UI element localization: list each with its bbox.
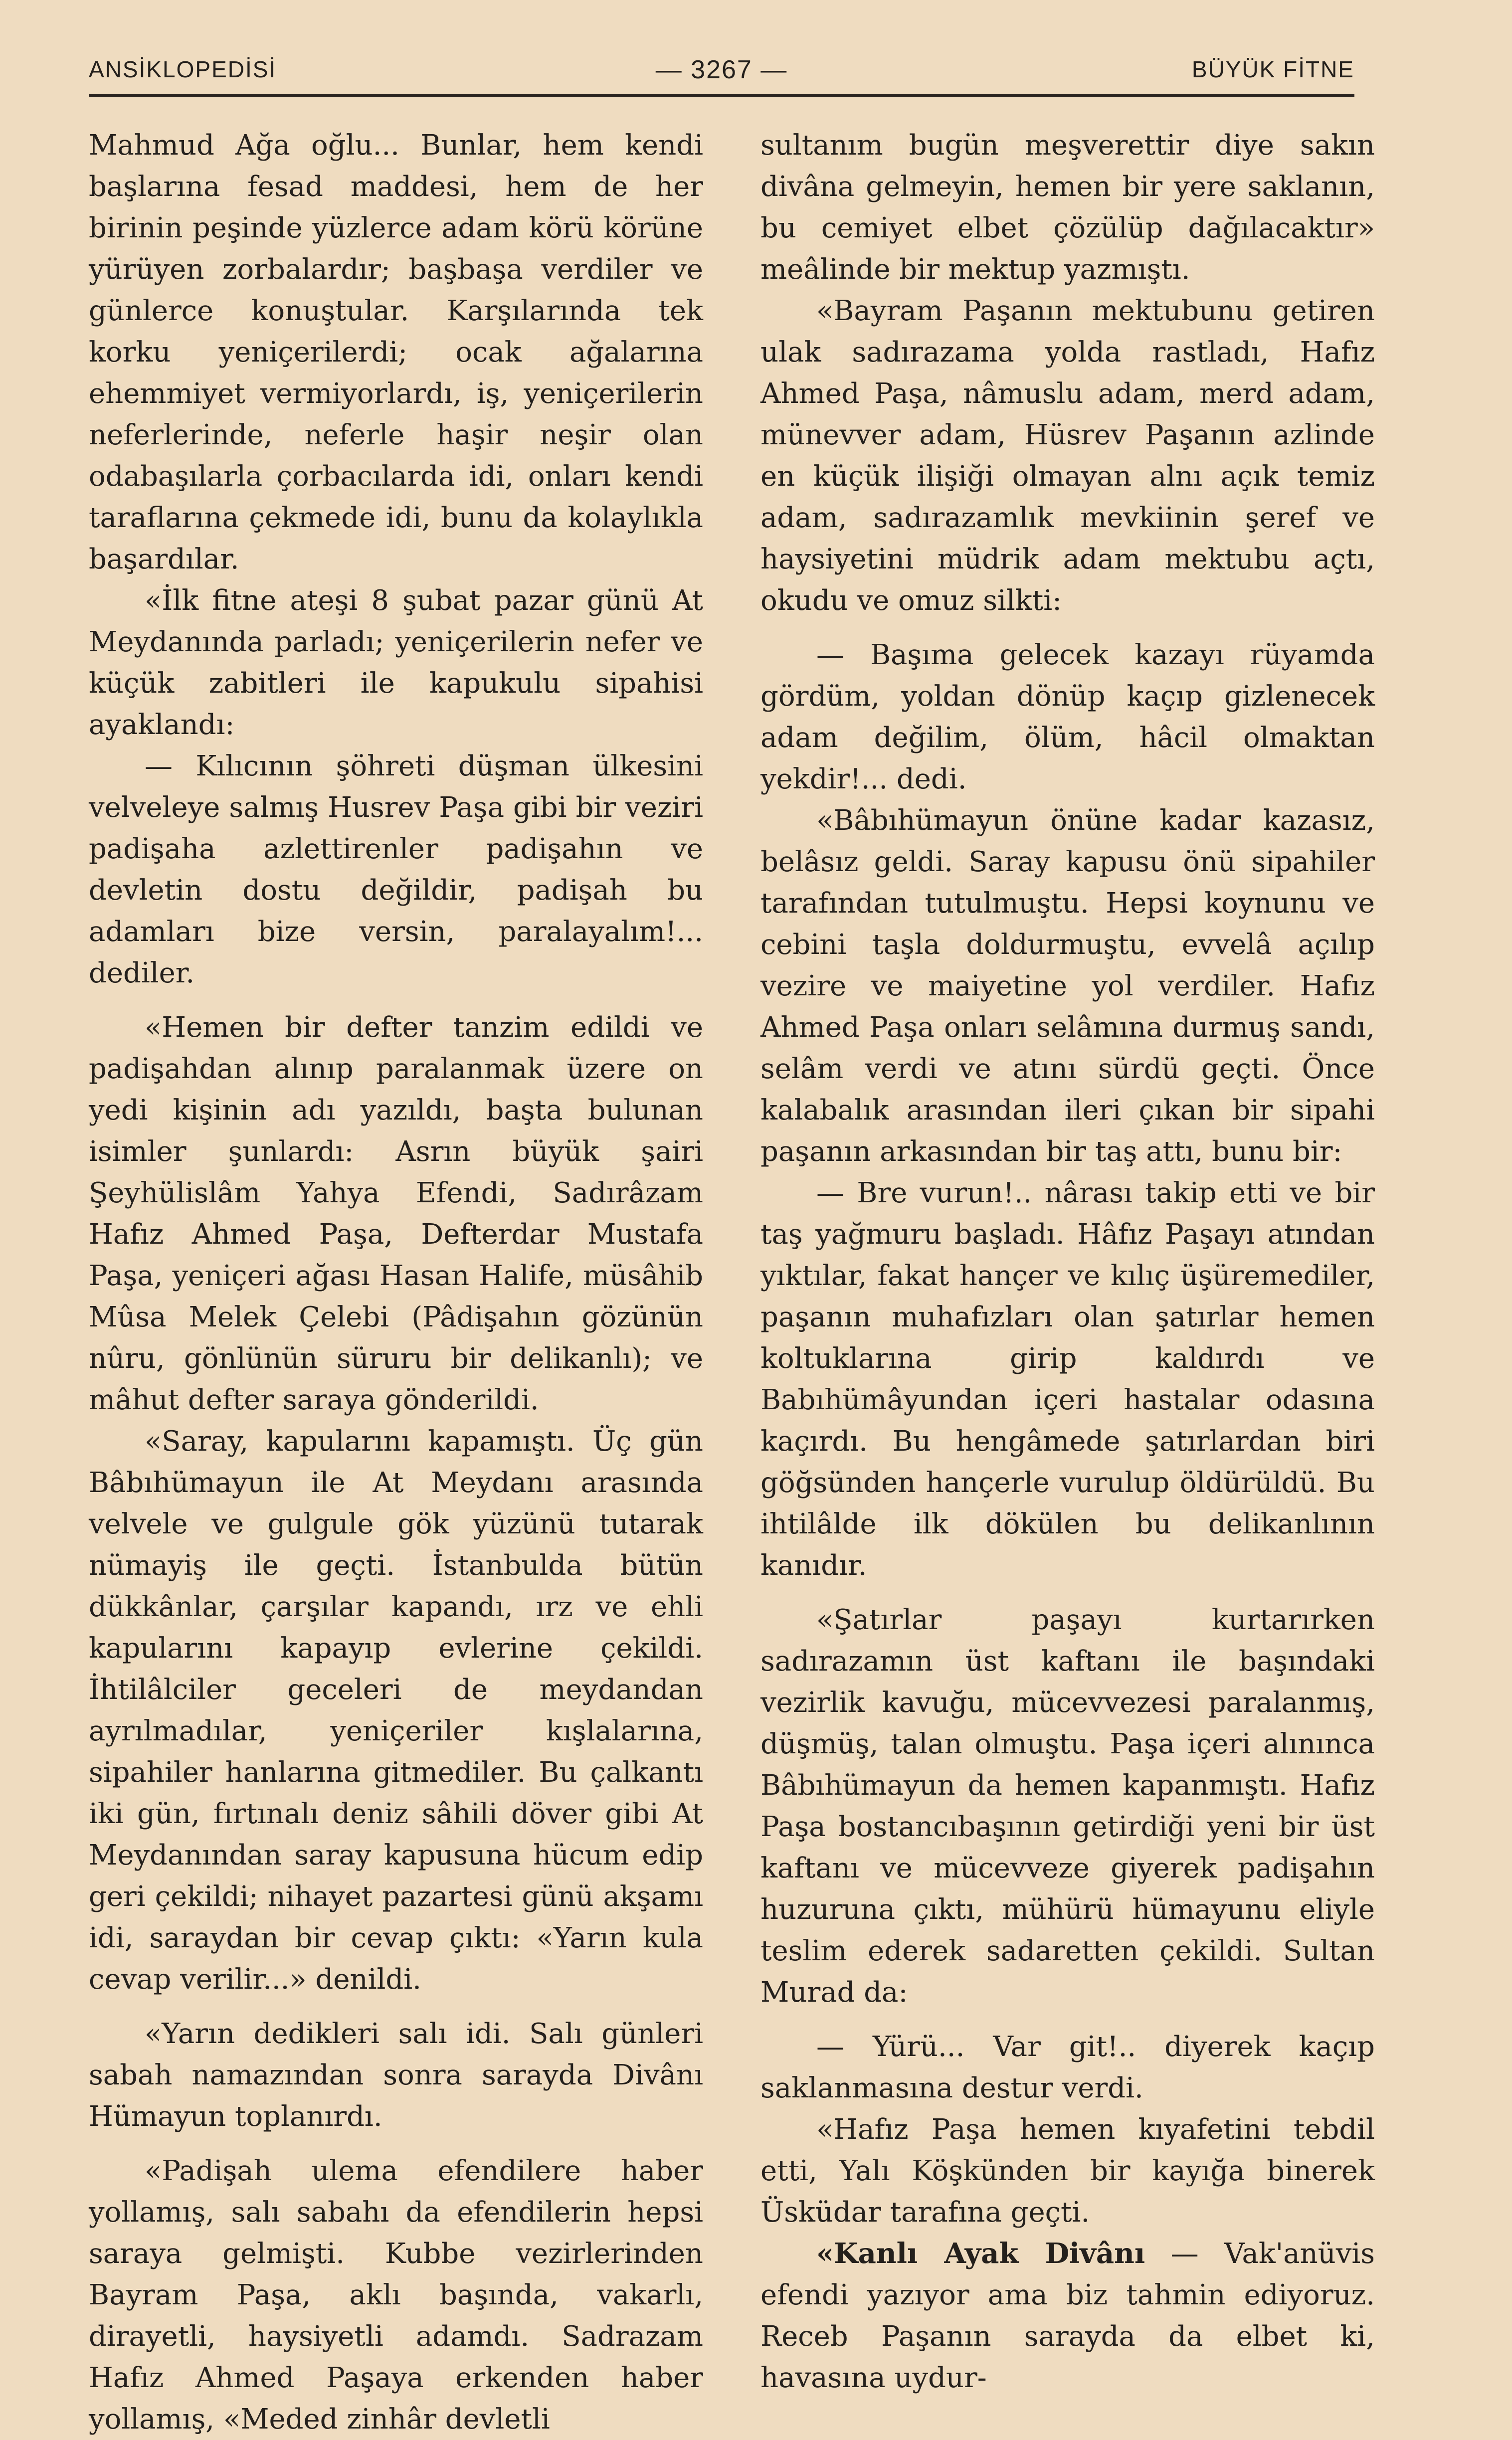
header-right-title: BÜYÜK FİTNE <box>1191 56 1354 82</box>
paragraph: «İlk fitne ateşi 8 şubat pazar günü At Meydanında parladı; yeniçerilerin nefer ve küçük zabitleri ile kapukulu sipahisi ayaklandı: <box>89 584 703 741</box>
paragraph: — Başıma gelecek kazayı rüyamda gördüm, yoldan dönüp kaçıp gizlenecek adam değilim, ölüm, hâcil olmaktan yekdir!... dedi. <box>760 639 1375 795</box>
paragraph: — Kılıcının şöhreti düşman ülkesini velveleye salmış Husrev Paşa gibi bir veziri padişaha azlettirenler padişahın ve devletin dostu değildir, padişah bu adamları bize versin, paralayalım!... dediler. <box>89 750 703 989</box>
paragraph: «Padişah ulema efendilere haber yollamış, salı sabahı da efendilerin hepsi saraya gelmişti. Kubbe vezirlerinden Bayram Paşa, aklı başında, vakarlı, dirayetli, haysiyetli adamdı. Sadrazam Hafız Ahmed Paşaya erkenden haber yollamış, «Meded zinhâr devletli <box>89 2155 703 2436</box>
section-heading: «Kanlı Ayak Divânı <box>816 2237 1145 2270</box>
paragraph <box>760 2233 1375 2399</box>
paragraph-text: — Vak'anüvis efendi yazıyor ama biz tahmin ediyoruz. Receb Paşanın sarayda da elbet ki, havasına uydur- <box>760 2238 1375 2394</box>
paragraph: «Bâbıhümayun önüne kadar kazasız, belâsız geldi. Saray kapusu önü sipahiler tarafından tutulmuştu. Hepsi koynunu ve cebini taşla doldurmuştu, evvelâ açılıp vezire ve maiyetine yol verdiler. Hafız Ahmed Paşa onları selâmına durmuş sandı, selâm verdi ve atını sürdü geçti. Önce kalabalık arasından ileri çıkan bir sipahi paşanın arkasından bir taş attı, bunu bir: <box>760 804 1375 1168</box>
paragraph: — Bre vurun!.. nârası takip etti ve bir taş yağmuru başladı. Hâfız Paşayı atından yıktılar, fakat hançer ve kılıç üşüremediler, paşanın muhafızları olan şatırlar hemen koltuklarına girip kaldırdı ve Babıhümâyundan içeri hastalar odasına kaçırdı. Bu hengâmede şatırlardan biri göğsünden hançerle vurulup öldürüldü. Bu ihtilâlde ilk dökülen bu delikanlının kanıdır. <box>760 1177 1375 1582</box>
paragraph: Mahmud Ağa oğlu... Bunlar, hem kendi başlarına fesad maddesi, hem de her birinin peşinde yüzlerce adam körü körüne yürüyen zorbalardır; başbaşa verdiler ve günlerce konuştular. Karşılarında tek korku yeniçerilerdi; ocak ağalarına ehemmiyet vermiyorlardı, iş, yeniçerilerin neferlerinde, neferle haşir neşir olan odabaşılarla çorbacılarda idi, onları kendi taraflarına çekmede idi, bunu da kolaylıkla başardılar. <box>89 129 703 575</box>
paragraph: «Şatırlar paşayı kurtarırken sadırazamın üst kaftanı ile başındaki vezirlik kavuğu, mücevvezesi paralanmış, düşmüş, talan olmuştu. Paşa içeri alınınca Bâbıhümayun da hemen kapanmıştı. Hafız Paşa bostancıbaşının getirdiği yeni bir üst kaftanı ve mücevveze giyerek padişahın huzuruna çıktı, mühürü hümayunu eliyle teslim ederek sadaretten çekildi. Sultan Murad da: <box>760 1604 1375 2009</box>
paragraph: sultanım bugün meşverettir diye sakın divâna gelmeyin, hemen bir yere saklanın, bu cemiyet elbet çözülüp dağılacaktır» meâlinde bir mektup yazmıştı. <box>760 129 1375 286</box>
header-left-title: ANSİKLOPEDİSİ <box>89 56 277 82</box>
header-rule <box>89 94 1354 97</box>
page-header <box>89 50 1354 95</box>
page-number: — 3267 — <box>655 55 788 84</box>
left-column <box>89 125 703 2440</box>
paragraph: «Bayram Paşanın mektubunu getiren ulak sadırazama yolda rastladı, Hafız Ahmed Paşa, nâmuslu adam, merd adam, münevver adam, Hüsrev Paşanın azlinde en küçük ilişiği olmayan alnı açık temiz adam, sadırazamlık mevkiinin şeref ve haysiyetini müdrik adam mektubu açtı, okudu ve omuz silkti: <box>760 295 1375 617</box>
paragraph: «Hafız Paşa hemen kıyafetini tebdil etti, Yalı Köşkünden bir kayığa binerek Üsküdar tarafına geçti. <box>760 2113 1375 2229</box>
paragraph: «Saray, kapularını kapamıştı. Üç gün Bâbıhümayun ile At Meydanı arasında velvele ve gulgule gök yüzünü tutarak nümayiş ile geçti. İstanbulda bütün dükkânlar, çarşılar kapandı, ırz ve ehli kapularını kapayıp evlerine çekildi. İhtilâlciler geceleri de meydandan ayrılmadılar, yeniçeriler kışlalarına, sipahiler hanlarına gitmediler. Bu çalkantı iki gün, fırtınalı deniz sâhili döver gibi At Meydanından saray kapusuna hücum edip geri çekildi; nihayet pazartesi günü akşamı idi, saraydan bir cevap çıktı: «Yarın kula cevap verilir...» denildi. <box>89 1425 703 1996</box>
paragraph: — Yürü... Var git!.. diyerek kaçıp saklanmasına destur verdi. <box>760 2031 1375 2104</box>
right-column <box>760 125 1375 2399</box>
paragraph: «Yarın dedikleri salı idi. Salı günleri sabah namazından sonra sarayda Divânı Hümayun toplanırdı. <box>89 2018 703 2133</box>
paragraph: «Hemen bir defter tanzim edildi ve padişahdan alınıp paralanmak üzere on yedi kişinin adı yazıldı, başta bulunan isimler şunlardı: Asrın büyük şairi Şeyhülislâm Yahya Efendi, Sadırâzam Hafız Ahmed Paşa, Defterdar Mustafa Paşa, yeniçeri ağası Hasan Halife, müsâhib Mûsa Melek Çelebi (Pâdişahın gözünün nûru, gönlünün süruru bir delikanlı); ve mâhut defter saraya gönderildi. <box>89 1011 703 1416</box>
